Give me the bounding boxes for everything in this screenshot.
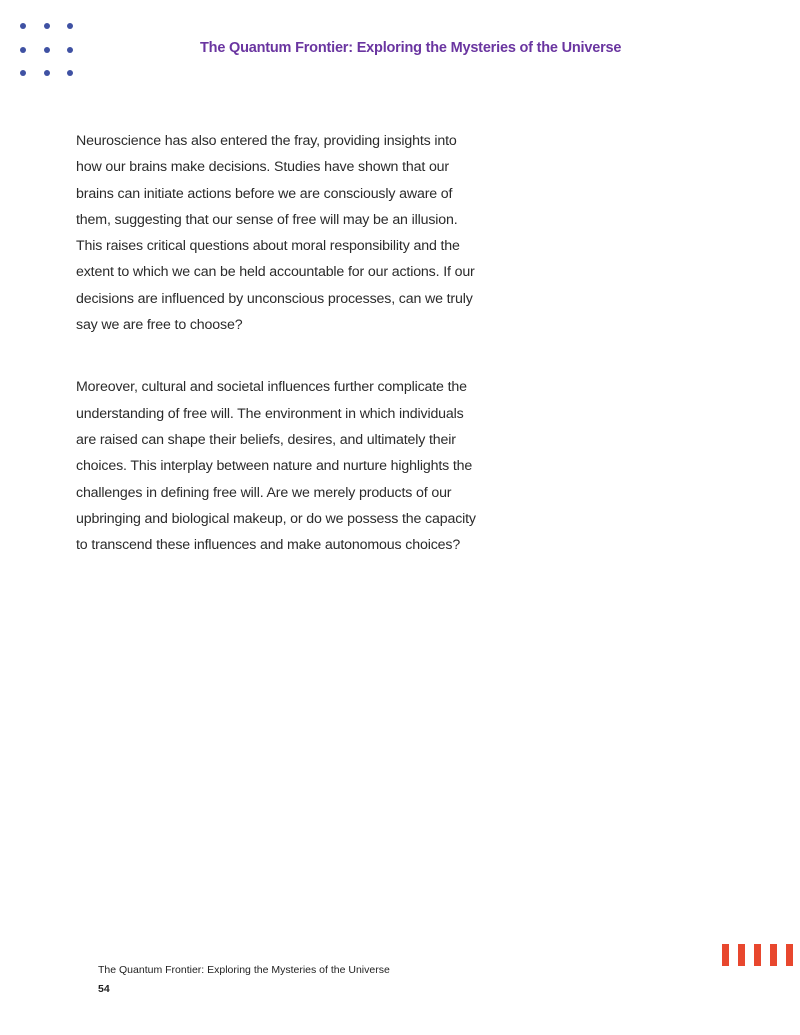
stripe [738, 944, 745, 966]
dot [44, 47, 50, 53]
paragraph: Neuroscience has also entered the fray, providing insights into how our brains make decisions. Studies have shown that our brains can initiate actions before we are consciously aware of them, suggesting that our sense of free will may be an illusion. This raises critical questions about moral responsibility and the extent to which we can be held accountable for our actions. If our decisions are influenced by unconscious processes, can we truly say we are free to choose? [76, 133, 475, 334]
dot [67, 70, 73, 76]
dot [20, 70, 26, 76]
dot [20, 23, 26, 29]
footer-title: The Quantum Frontier: Exploring the Mysteries of the Universe [98, 964, 390, 976]
red-stripes-icon [722, 944, 794, 966]
stripe [722, 944, 729, 966]
stripe [754, 944, 761, 966]
stripe [786, 944, 793, 966]
dot [67, 23, 73, 29]
dot [20, 47, 26, 53]
dot-grid-icon [20, 23, 76, 79]
paragraph: Moreover, cultural and societal influences further complicate the understanding of free will. The environment in which individuals are raised can shape their beliefs, desires, and ultimately their choices. This interplay between nature and nurture highlights the challenges in defining free will. Are we merely products of our upbringing and biological makeup, or do we possess the capacity to transcend these influences and make autonomous choices? [76, 379, 476, 554]
body-text [76, 128, 476, 558]
page-number: 54 [98, 983, 110, 995]
stripe [770, 944, 777, 966]
dot [44, 70, 50, 76]
page-header-title: The Quantum Frontier: Exploring the Mysteries of the Universe [200, 40, 622, 56]
dot [67, 47, 73, 53]
dot [44, 23, 50, 29]
